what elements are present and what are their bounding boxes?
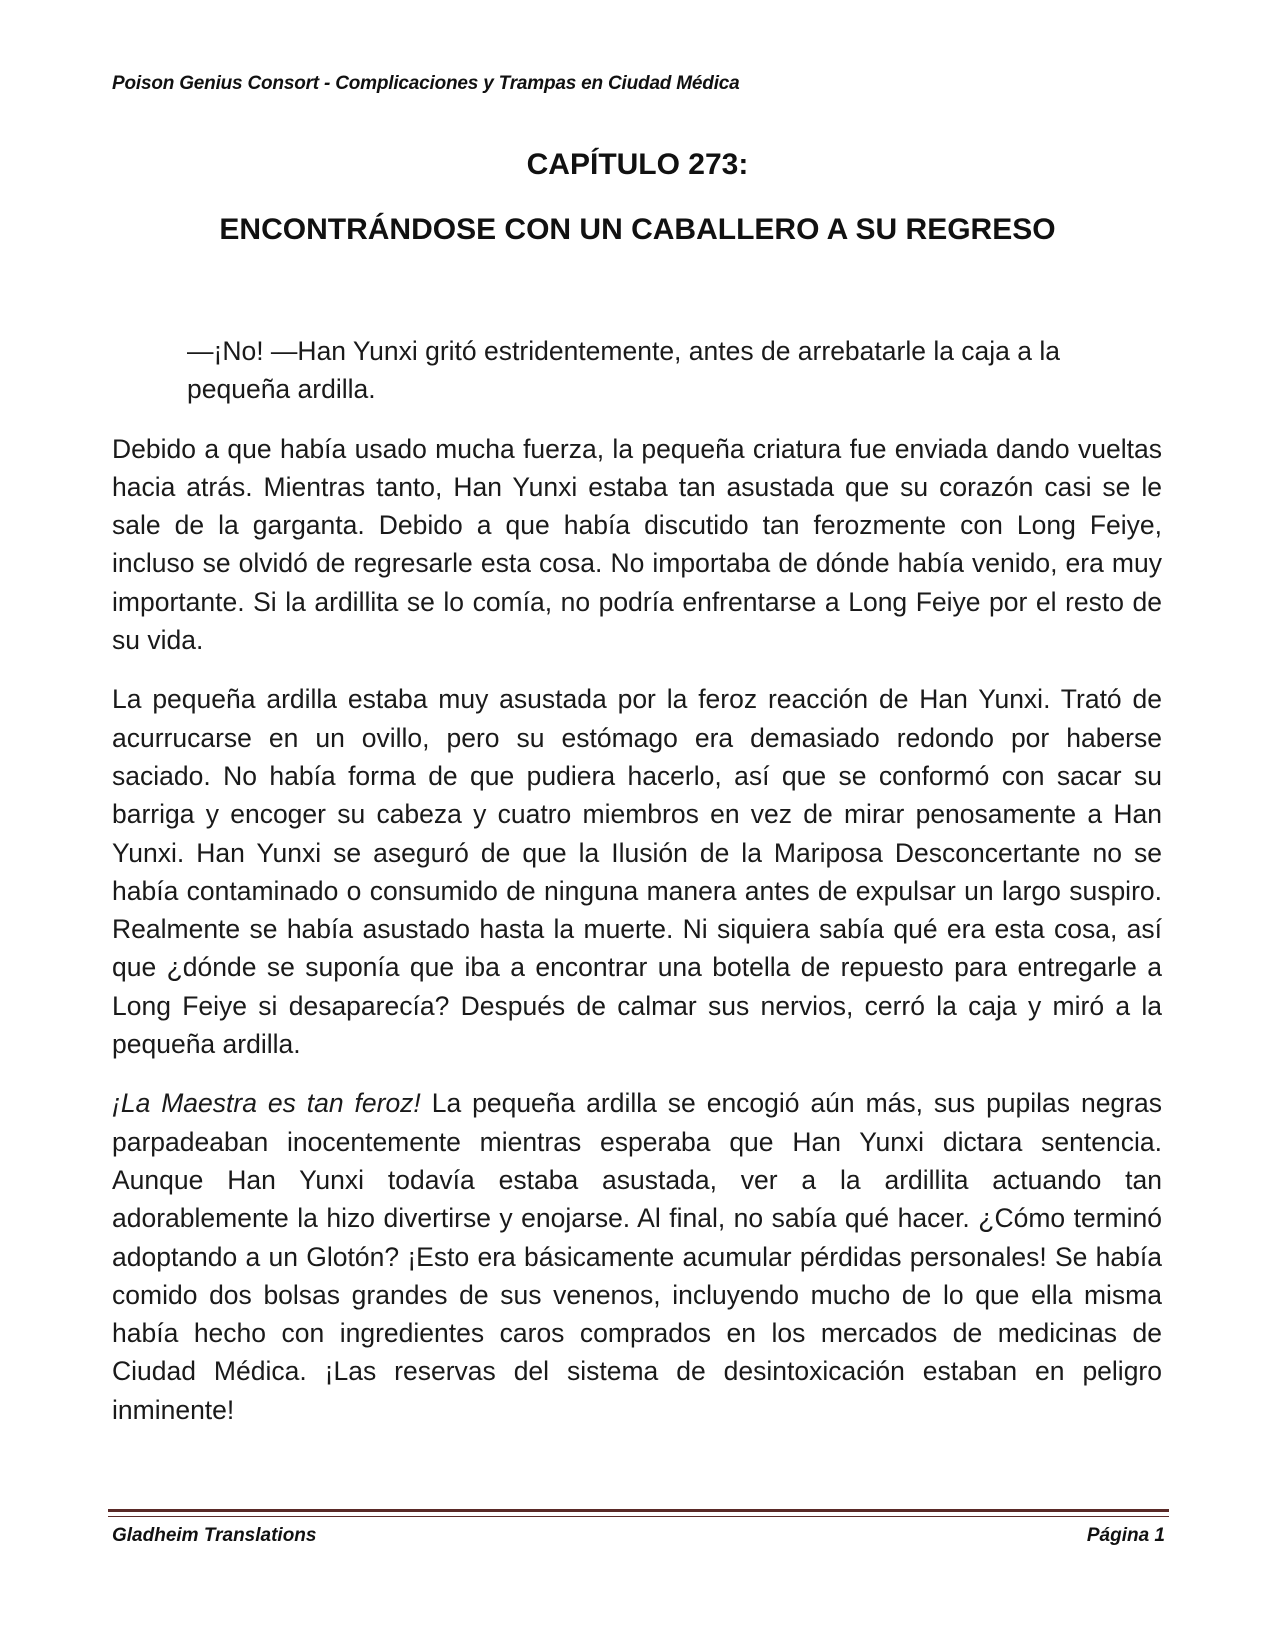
paragraph-4	[112, 1084, 1162, 1429]
footer-rule	[108, 1509, 1169, 1512]
chapter-title: ENCONTRÁNDOSE CON UN CABALLERO A SU REGRESO	[219, 213, 1056, 246]
paragraph-3: La pequeña ardilla estaba muy asustada por la feroz reacción de Han Yunxi. Trató de acurrucarse en un ovillo, pero su estómago era demasiado redondo por haberse saciado. No había forma de que pudiera hacerlo, así que se conformó con sacar su barriga y encoger su cabeza y cuatro miembros en vez de mirar penosamente a Han Yunxi. Han Yunxi se aseguró de que la Ilusión de la Mariposa Desconcertante no se había contaminado o consumido de ninguna manera antes de expulsar un largo suspiro. Realmente se había asustado hasta la muerte. Ni siquiera sabía qué era esta cosa, así que ¿dónde se suponía que iba a encontrar una botella de repuesto para entregarle a Long Feiye si desaparecía? Después de calmar sus nervios, cerró la caja y miró a la pequeña ardilla.	[112, 684, 1162, 1060]
footer-rule-thin	[108, 1516, 1169, 1517]
chapter-body	[112, 332, 1162, 1450]
paragraph-1: —¡No! —Han Yunxi gritó estridentemente, antes de arrebatarle la caja a la pequeña ardilla.	[187, 336, 1061, 405]
italic-thought: ¡La Maestra es tan feroz!	[112, 1088, 421, 1119]
footer-translator: Gladheim Translations	[112, 1525, 317, 1546]
chapter-number: CAPÍTULO 273:	[526, 148, 749, 181]
footer-page-number: Página 1	[1086, 1525, 1165, 1546]
paragraph-2: Debido a que había usado mucha fuerza, la pequeña criatura fue enviada dando vueltas hacia atrás. Mientras tanto, Han Yunxi estaba tan asustada que su corazón casi se le sale de la garganta. Debido a que había discutido tan ferozmente con Long Feiye, incluso se olvidó de regresarle esta cosa. No importaba de dónde había venido, era muy importante. Si la ardillita se lo comía, no podría enfrentarse a Long Feiye por el resto de su vida.	[112, 433, 1162, 656]
paragraph-4-text: La pequeña ardilla se encogió aún más, sus pupilas negras parpadeaban inocentemente mientras esperaba que Han Yunxi dictara sentencia. Aunque Han Yunxi todavía estaba asustada, ver a la ardillita actuando tan adorablemente la hizo divertirse y enojarse. Al final, no sabía qué hacer. ¿Cómo terminó adoptando a un Glotón? ¡Esto era básicamente acumular pérdidas personales! Se había comido dos bolsas grandes de sus venenos, incluyendo mucho de lo que ella misma había hecho con ingredientes caros comprados en los mercados de medicinas de Ciudad Médica. ¡Las reservas del sistema de desintoxicación estaban en peligro inminente!	[112, 1088, 1162, 1425]
running-header: Poison Genius Consort - Complicaciones y Trampas en Ciudad Médica	[112, 73, 740, 94]
